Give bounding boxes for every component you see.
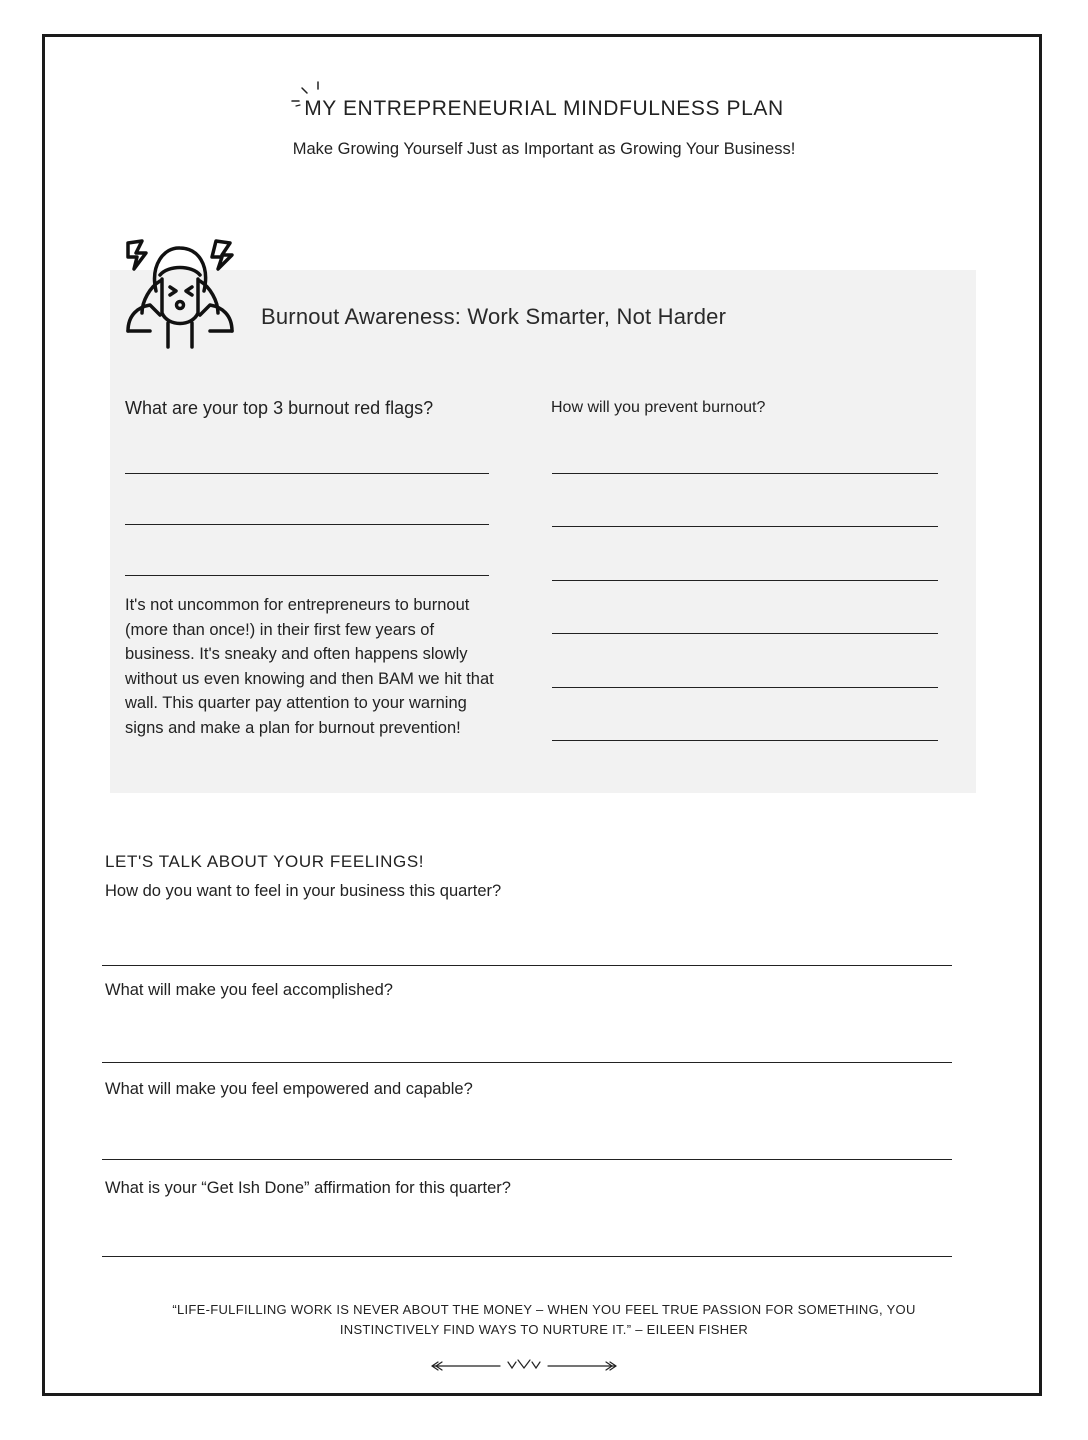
red-flag-answer-line[interactable] <box>125 524 489 525</box>
prevent-answer-line[interactable] <box>552 526 938 527</box>
ornament-divider-icon <box>428 1356 620 1376</box>
prevent-burnout-question: How will you prevent burnout? <box>551 399 766 416</box>
feelings-question-1: How do you want to feel in your business this quarter? <box>105 882 502 900</box>
feelings-answer-line[interactable] <box>102 1159 952 1160</box>
page-subtitle: Make Growing Yourself Just as Important as Growing Your Business! <box>292 140 796 158</box>
feelings-heading: LET'S TALK ABOUT YOUR FEELINGS! <box>105 852 425 871</box>
red-flags-question: What are your top 3 burnout red flags? <box>125 398 434 418</box>
page-title: MY ENTREPRENEURIAL MINDFULNESS PLAN <box>304 97 784 120</box>
feelings-answer-line[interactable] <box>102 1256 952 1257</box>
feelings-answer-line[interactable] <box>102 965 952 966</box>
feelings-question-3: What will make you feel empowered and capable? <box>105 1080 473 1098</box>
prevent-answer-line[interactable] <box>552 633 938 634</box>
prevent-answer-line[interactable] <box>552 473 938 474</box>
red-flag-answer-line[interactable] <box>125 575 489 576</box>
burnout-title: Burnout Awareness: Work Smarter, Not Harder <box>261 304 727 329</box>
prevent-answer-line[interactable] <box>552 580 938 581</box>
footer-quote: “LIFE-FULFILLING WORK IS NEVER ABOUT THE MONEY – WHEN YOU FEEL TRUE PASSION FOR SOMETHING, YOU INSTINCTIVELY FIND WAYS TO NURTURE IT.” – EILEEN FISHER <box>172 1302 916 1337</box>
stressed-person-icon <box>120 235 236 351</box>
burnout-paragraph: It's not uncommon for entrepreneurs to burnout (more than once!) in their first few years of business. It's sneaky and often happens slowly without us even knowing and then BAM we hit that wall. This quarter pay attention to your warning signs and make a plan for burnout prevention! <box>125 596 494 737</box>
prevent-answer-line[interactable] <box>552 687 938 688</box>
red-flag-answer-line[interactable] <box>125 473 489 474</box>
feelings-answer-line[interactable] <box>102 1062 952 1063</box>
prevent-answer-line[interactable] <box>552 740 938 741</box>
feelings-question-4: What is your “Get Ish Done” affirmation for this quarter? <box>105 1179 511 1197</box>
feelings-question-2: What will make you feel accomplished? <box>105 981 393 999</box>
